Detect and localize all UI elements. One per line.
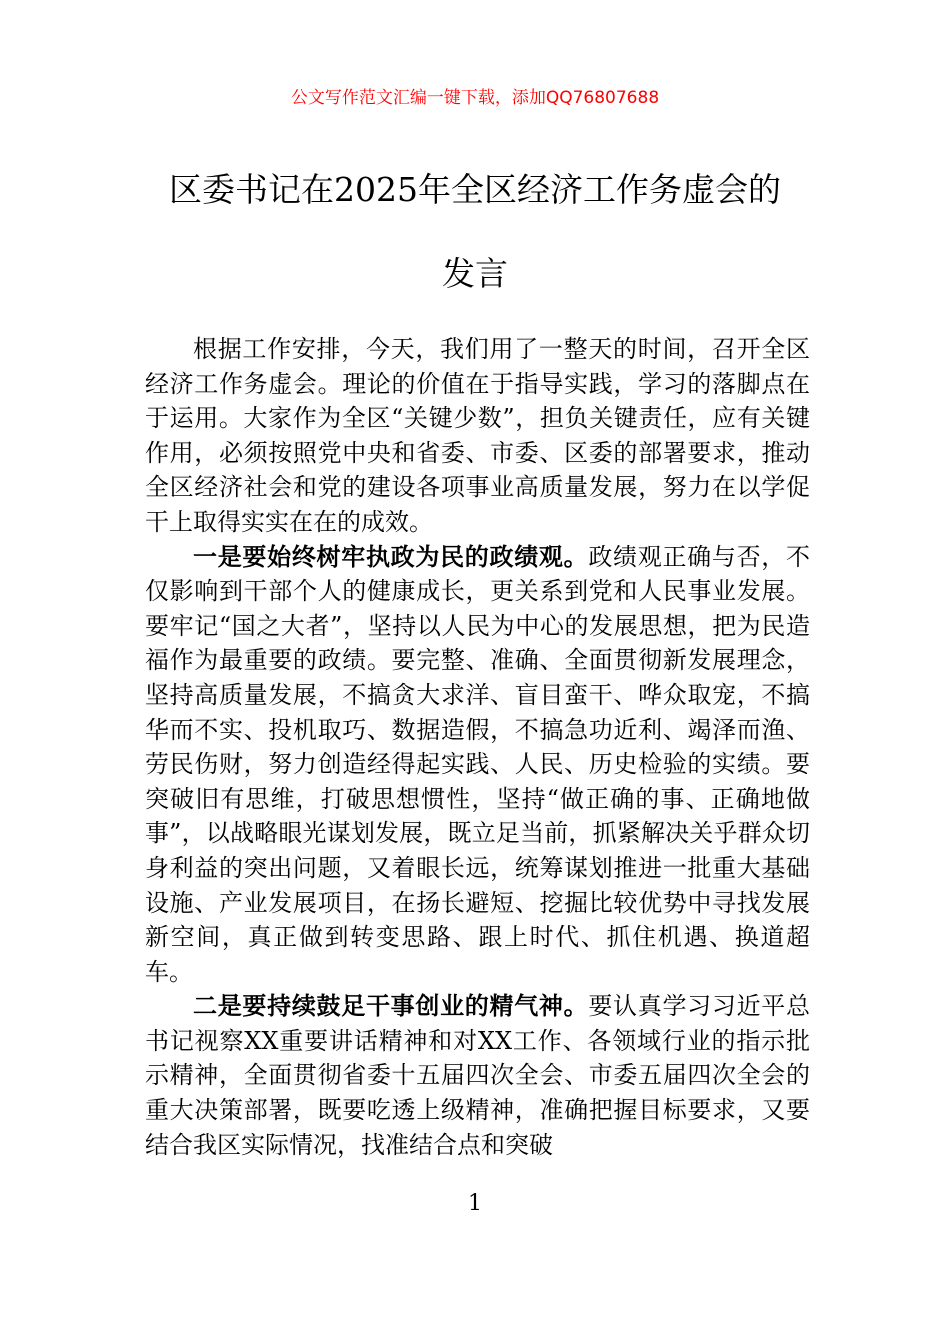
download-banner: 公文写作范文汇编一键下载，添加QQ76807688 — [290, 88, 660, 108]
document-body — [145, 332, 810, 1162]
document-title — [100, 148, 850, 316]
paragraph-lead: 一是要始终树牢执政为民的政绩观。 — [193, 541, 589, 571]
page-number: 1 — [468, 1191, 482, 1216]
paragraph-text: 政绩观正确与否，不仅影响到干部个人的健康成长，更关系到党和人民事业发展。要牢记“国之大者”，坚持以人民为中心的发展思想，把为民造福作为最重要的政绩。要完整、准确、全面贯彻新发展理念，坚持高质量发展，不搞贪大求洋、盲目蛮干、哗众取宠，不搞华而不实、投机取巧、数据造假，不搞急功近利、竭泽而渔、劳民伤财，努力创造经得起实践、人民、历史检验的实绩。要突破旧有思维，打破思想惯性，坚持“做正确的事、正确地做事”，以战略眼光谋划发展，既立足当前，抓紧解决关乎群众切身利益的突出问题，又着眼长远，统筹谋划推进一批重大基础设施、产业发展项目，在扬长避短、挖掘比较优势中寻找发展新空间，真正做到转变思路、跟上时代、抓住机遇、换道超车。 — [145, 542, 811, 986]
paragraph-point-1 — [145, 540, 810, 990]
paragraph-text: 要认真学习习近平总书记视察XX重要讲话精神和对XX工作、各领域行业的指示批示精神，全面贯彻省委十五届四次全会、市委五届四次全会的重大决策部署，既要吃透上级精神，准确把握目标要求，又要结合我区实际情况，找准结合点和突破 — [145, 992, 811, 1159]
title-line-1: 区委书记在2025年全区经济工作务虚会的 — [169, 170, 781, 209]
paragraph-lead: 二是要持续鼓足干事创业的精气神。 — [193, 991, 589, 1021]
paragraph-point-2 — [145, 989, 810, 1162]
title-line-2: 发言 — [442, 254, 508, 293]
paragraph-text: 根据工作安排，今天，我们用了一整天的时间，召开全区经济工作务虚会。理论的价值在于指导实践，学习的落脚点在于运用。大家作为全区“关键少数”，担负关键责任，应有关键作用，必须按照党中央和省委、市委、区委的部署要求，推动全区经济社会和党的建设各项事业高质量发展，努力在以学促干上取得实实在在的成效。 — [145, 335, 810, 536]
paragraph-intro — [145, 332, 810, 540]
